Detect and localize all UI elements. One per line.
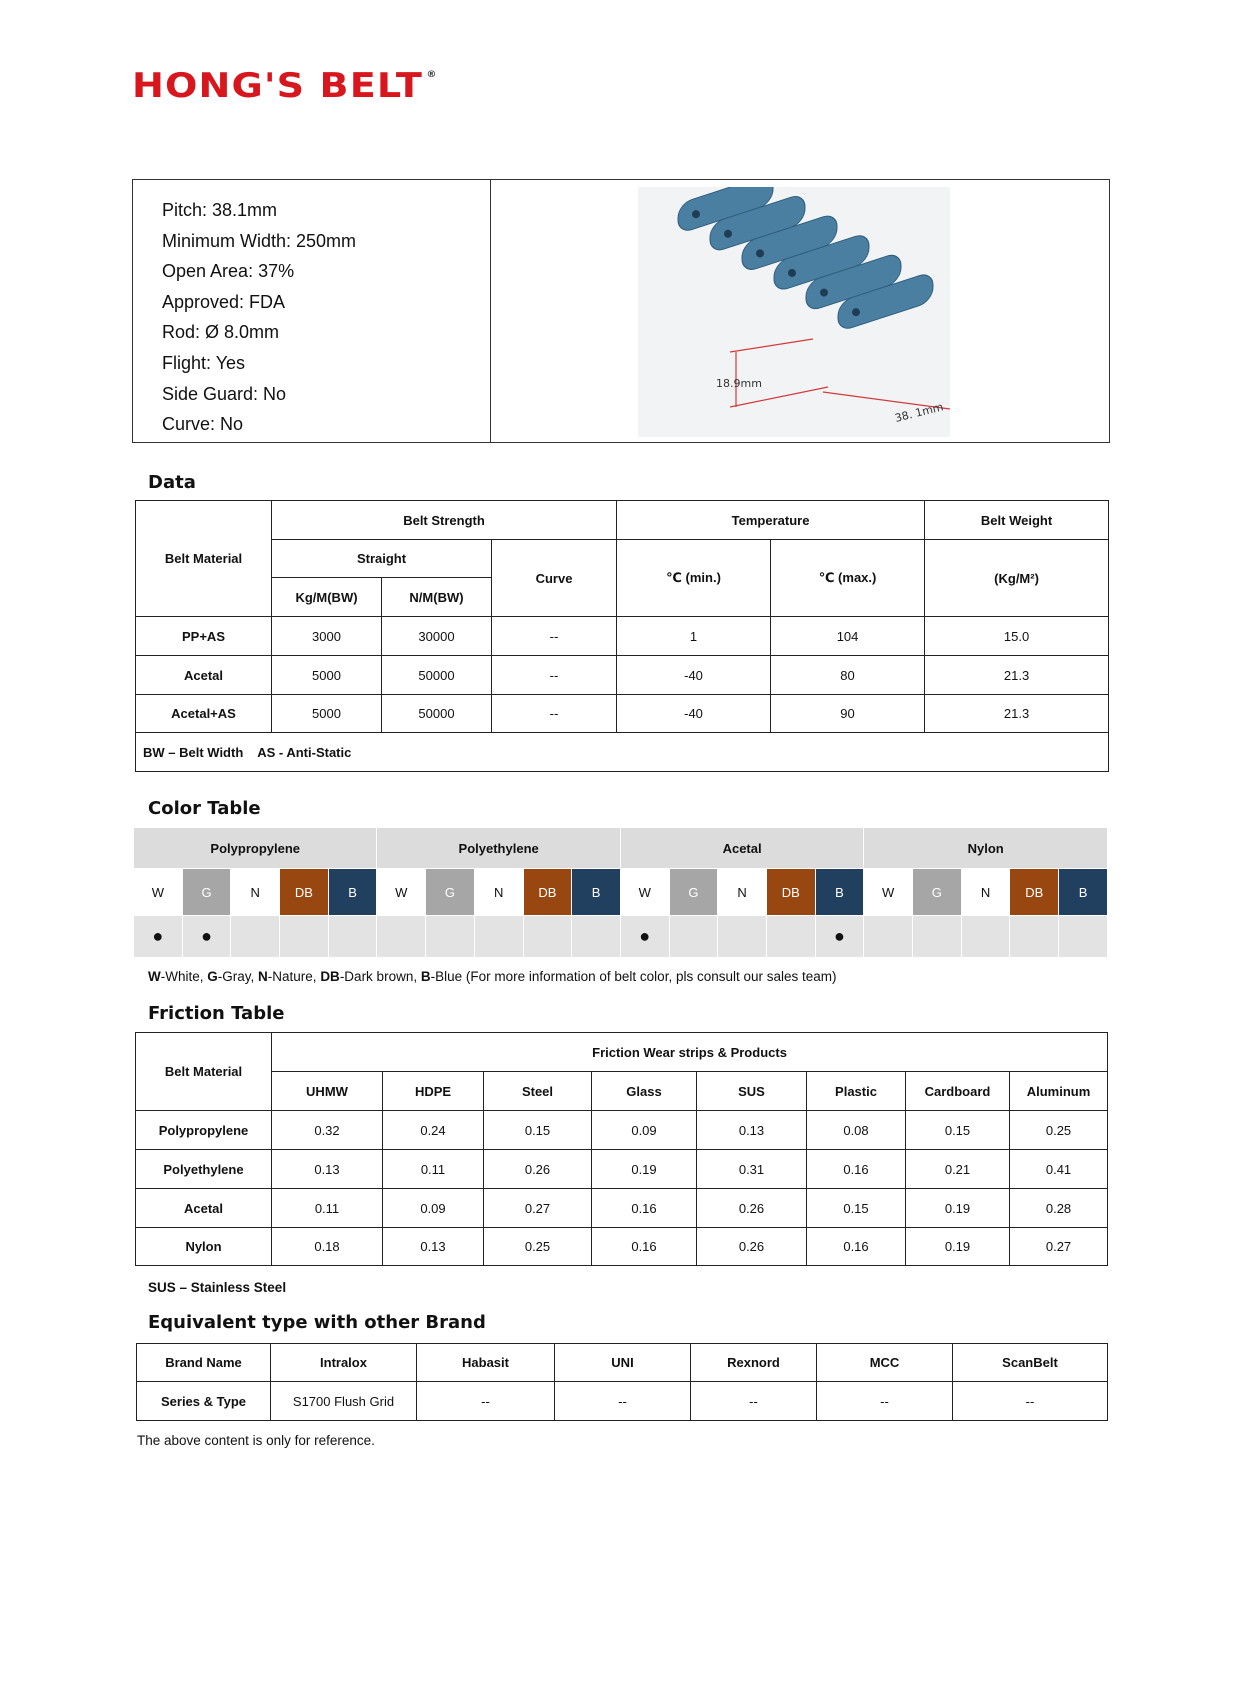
equivalent-title: Equivalent type with other Brand bbox=[148, 1312, 486, 1333]
friction-col-hdpe: HDPE bbox=[383, 1072, 484, 1111]
row-material: PP+AS bbox=[136, 617, 272, 656]
friction-col-plastic: Plastic bbox=[807, 1072, 906, 1111]
availability-cell bbox=[377, 916, 426, 958]
table-row bbox=[136, 695, 1109, 733]
color-code-w: W bbox=[620, 869, 669, 916]
color-code-b: B bbox=[815, 869, 864, 916]
availability-cell bbox=[426, 916, 475, 958]
friction-value: 0.19 bbox=[906, 1228, 1010, 1266]
cell-curve: -- bbox=[492, 656, 617, 695]
row-material: Acetal+AS bbox=[136, 695, 272, 733]
row-material: Nylon bbox=[136, 1228, 272, 1266]
cell-tmax: 90 bbox=[771, 695, 925, 733]
series-cell: -- bbox=[417, 1382, 555, 1421]
friction-value: 0.13 bbox=[272, 1150, 383, 1189]
availability-cell bbox=[523, 916, 572, 958]
cell-kgm: 5000 bbox=[272, 695, 382, 733]
row-material: Acetal bbox=[136, 656, 272, 695]
cell-tmin: -40 bbox=[617, 695, 771, 733]
friction-value: 0.16 bbox=[807, 1228, 906, 1266]
group-acetal: Acetal bbox=[620, 828, 863, 869]
color-availability-row bbox=[134, 916, 1108, 958]
availability-cell bbox=[572, 916, 621, 958]
color-code-n: N bbox=[961, 869, 1010, 916]
availability-dot-icon: ● bbox=[834, 926, 845, 946]
legend-g-text: -Gray, bbox=[217, 969, 259, 984]
friction-value: 0.09 bbox=[592, 1111, 697, 1150]
spec-list bbox=[162, 195, 356, 440]
height-dim-bottom bbox=[730, 387, 828, 407]
spec-divider bbox=[490, 180, 491, 442]
cell-tmax: 80 bbox=[771, 656, 925, 695]
friction-value: 0.15 bbox=[906, 1111, 1010, 1150]
color-code-n: N bbox=[474, 869, 523, 916]
color-code-n: N bbox=[231, 869, 280, 916]
friction-col-aluminum: Aluminum bbox=[1010, 1072, 1108, 1111]
table-row bbox=[136, 1189, 1108, 1228]
friction-group-header: Friction Wear strips & Products bbox=[272, 1033, 1108, 1072]
friction-value: 0.15 bbox=[807, 1189, 906, 1228]
spec-side-guard: Side Guard: No bbox=[162, 383, 287, 404]
cell-curve: -- bbox=[492, 695, 617, 733]
availability-cell bbox=[1059, 916, 1108, 958]
series-row bbox=[137, 1382, 1108, 1421]
header-weight-unit: (Kg/M²) bbox=[925, 540, 1109, 617]
cell-weight: 21.3 bbox=[925, 656, 1109, 695]
availability-cell bbox=[913, 916, 962, 958]
legend-n-text: -Nature, bbox=[267, 969, 321, 984]
availability-cell bbox=[669, 916, 718, 958]
friction-value: 0.19 bbox=[906, 1189, 1010, 1228]
color-code-db: DB bbox=[1010, 869, 1059, 916]
brand-intralox: Intralox bbox=[271, 1344, 417, 1382]
friction-col-sus: SUS bbox=[697, 1072, 807, 1111]
brand-mcc: MCC bbox=[817, 1344, 953, 1382]
color-code-w: W bbox=[377, 869, 426, 916]
equivalent-table bbox=[136, 1343, 1108, 1421]
color-code-g: G bbox=[913, 869, 962, 916]
color-code-db: DB bbox=[523, 869, 572, 916]
brand-scanbelt: ScanBelt bbox=[953, 1344, 1108, 1382]
availability-cell bbox=[182, 916, 231, 958]
logo-text: HONG'S BELT bbox=[132, 66, 424, 106]
legend-w-text: -White, bbox=[160, 969, 208, 984]
data-table bbox=[135, 500, 1109, 772]
friction-value: 0.09 bbox=[383, 1189, 484, 1228]
header-belt-material: Belt Material bbox=[136, 501, 272, 617]
color-code-b: B bbox=[572, 869, 621, 916]
friction-value: 0.26 bbox=[697, 1189, 807, 1228]
color-code-db: DB bbox=[766, 869, 815, 916]
availability-cell bbox=[718, 916, 767, 958]
cell-curve: -- bbox=[492, 617, 617, 656]
legend-db-key: DB bbox=[320, 969, 340, 984]
color-code-g: G bbox=[669, 869, 718, 916]
friction-value: 0.16 bbox=[592, 1189, 697, 1228]
friction-footnote: SUS – Stainless Steel bbox=[148, 1280, 287, 1295]
friction-table-title: Friction Table bbox=[148, 1003, 285, 1024]
friction-value: 0.28 bbox=[1010, 1189, 1108, 1228]
friction-value: 0.25 bbox=[1010, 1111, 1108, 1150]
friction-value: 0.24 bbox=[383, 1111, 484, 1150]
header-belt-strength: Belt Strength bbox=[272, 501, 617, 540]
cell-weight: 15.0 bbox=[925, 617, 1109, 656]
pitch-dim-label: 38. 1mm bbox=[893, 400, 945, 425]
color-table bbox=[133, 827, 1108, 958]
color-code-n: N bbox=[718, 869, 767, 916]
legend-b-text: -Blue (For more information of belt color, pls consult our sales team) bbox=[430, 969, 837, 984]
table-row bbox=[136, 1150, 1108, 1189]
friction-value: 0.32 bbox=[272, 1111, 383, 1150]
spec-open-area: Open Area: 37% bbox=[162, 261, 295, 282]
friction-value: 0.31 bbox=[697, 1150, 807, 1189]
cell-nm: 30000 bbox=[382, 617, 492, 656]
cell-tmax: 104 bbox=[771, 617, 925, 656]
friction-material-header: Belt Material bbox=[136, 1033, 272, 1111]
availability-cell bbox=[620, 916, 669, 958]
table-row bbox=[136, 656, 1109, 695]
availability-cell bbox=[815, 916, 864, 958]
friction-value: 0.13 bbox=[697, 1111, 807, 1150]
availability-cell bbox=[231, 916, 280, 958]
series-cell: -- bbox=[817, 1382, 953, 1421]
friction-value: 0.16 bbox=[592, 1228, 697, 1266]
brand-logo bbox=[132, 66, 438, 106]
group-polypropylene: Polypropylene bbox=[134, 828, 377, 869]
availability-dot-icon: ● bbox=[152, 926, 164, 946]
registered-mark: ® bbox=[426, 70, 438, 80]
series-cell: -- bbox=[691, 1382, 817, 1421]
table-row bbox=[136, 1111, 1108, 1150]
availability-dot-icon: ● bbox=[639, 926, 651, 946]
disclaimer: The above content is only for reference. bbox=[137, 1433, 375, 1448]
series-type-label: Series & Type bbox=[137, 1382, 271, 1421]
row-material: Polypropylene bbox=[136, 1111, 272, 1150]
brand-row bbox=[137, 1344, 1108, 1382]
header-curve: Curve bbox=[492, 540, 617, 617]
color-code-row bbox=[134, 869, 1108, 916]
data-title: Data bbox=[148, 472, 196, 493]
availability-cell bbox=[134, 916, 183, 958]
friction-value: 0.08 bbox=[807, 1111, 906, 1150]
series-cell: S1700 Flush Grid bbox=[271, 1382, 417, 1421]
brand-uni: UNI bbox=[555, 1344, 691, 1382]
cell-kgm: 5000 bbox=[272, 656, 382, 695]
height-dim-label: 18.9mm bbox=[716, 377, 762, 390]
availability-dot-icon: ● bbox=[201, 926, 212, 946]
availability-cell bbox=[1010, 916, 1059, 958]
friction-value: 0.16 bbox=[807, 1150, 906, 1189]
friction-table bbox=[135, 1032, 1108, 1266]
cell-weight: 21.3 bbox=[925, 695, 1109, 733]
color-code-b: B bbox=[328, 869, 377, 916]
friction-value: 0.11 bbox=[383, 1150, 484, 1189]
brand-rexnord: Rexnord bbox=[691, 1344, 817, 1382]
table-row bbox=[136, 1228, 1108, 1266]
table-row bbox=[136, 617, 1109, 656]
row-material: Acetal bbox=[136, 1189, 272, 1228]
spec-rod: Rod: Ø 8.0mm bbox=[162, 322, 280, 343]
spec-min-width: Minimum Width: 250mm bbox=[162, 230, 357, 251]
cell-kgm: 3000 bbox=[272, 617, 382, 656]
spec-flight: Flight: Yes bbox=[162, 352, 246, 373]
friction-col-cardboard: Cardboard bbox=[906, 1072, 1010, 1111]
friction-value: 0.21 bbox=[906, 1150, 1010, 1189]
color-code-g: G bbox=[426, 869, 475, 916]
row-material: Polyethylene bbox=[136, 1150, 272, 1189]
friction-col-steel: Steel bbox=[484, 1072, 592, 1111]
height-dim-top bbox=[730, 339, 813, 352]
series-cell: -- bbox=[555, 1382, 691, 1421]
friction-value: 0.18 bbox=[272, 1228, 383, 1266]
header-temp-min: ℃ (min.) bbox=[617, 540, 771, 617]
availability-cell bbox=[864, 916, 913, 958]
header-nm: N/M(BW) bbox=[382, 578, 492, 617]
brand-habasit: Habasit bbox=[417, 1344, 555, 1382]
group-polyethylene: Polyethylene bbox=[377, 828, 620, 869]
availability-cell bbox=[766, 916, 815, 958]
belt-image bbox=[638, 187, 950, 437]
friction-value: 0.19 bbox=[592, 1150, 697, 1189]
cell-nm: 50000 bbox=[382, 656, 492, 695]
friction-value: 0.27 bbox=[1010, 1228, 1108, 1266]
availability-cell bbox=[474, 916, 523, 958]
friction-col-uhmw: UHMW bbox=[272, 1072, 383, 1111]
series-cell: -- bbox=[953, 1382, 1108, 1421]
legend-g-key: G bbox=[207, 969, 218, 984]
color-code-w: W bbox=[134, 869, 183, 916]
color-legend bbox=[148, 969, 837, 984]
availability-cell bbox=[328, 916, 377, 958]
cell-tmin: 1 bbox=[617, 617, 771, 656]
legend-db-text: -Dark brown, bbox=[339, 969, 421, 984]
legend-w-key: W bbox=[148, 969, 161, 984]
spec-approved: Approved: FDA bbox=[162, 291, 286, 312]
spec-box bbox=[132, 179, 1110, 443]
color-code-db: DB bbox=[280, 869, 329, 916]
header-kgm: Kg/M(BW) bbox=[272, 578, 382, 617]
cell-tmin: -40 bbox=[617, 656, 771, 695]
availability-cell bbox=[280, 916, 329, 958]
cell-nm: 50000 bbox=[382, 695, 492, 733]
legend-b-key: B bbox=[420, 969, 431, 984]
friction-value: 0.11 bbox=[272, 1189, 383, 1228]
friction-value: 0.15 bbox=[484, 1111, 592, 1150]
data-footnote: BW – Belt Width AS - Anti-Static bbox=[136, 733, 1109, 772]
legend-n-key: N bbox=[258, 969, 268, 984]
group-nylon: Nylon bbox=[864, 828, 1108, 869]
spec-curve: Curve: No bbox=[162, 414, 244, 435]
friction-col-glass: Glass bbox=[592, 1072, 697, 1111]
modular-belt-illustration-icon bbox=[638, 187, 950, 437]
friction-value: 0.13 bbox=[383, 1228, 484, 1266]
friction-value: 0.41 bbox=[1010, 1150, 1108, 1189]
color-table-title: Color Table bbox=[148, 798, 261, 819]
availability-cell bbox=[961, 916, 1010, 958]
header-straight: Straight bbox=[272, 540, 492, 578]
friction-column-headers bbox=[136, 1072, 1108, 1111]
header-temperature: Temperature bbox=[617, 501, 925, 540]
friction-value: 0.26 bbox=[697, 1228, 807, 1266]
friction-value: 0.26 bbox=[484, 1150, 592, 1189]
color-code-w: W bbox=[864, 869, 913, 916]
brand-name-label: Brand Name bbox=[137, 1344, 271, 1382]
header-belt-weight: Belt Weight bbox=[925, 501, 1109, 540]
color-code-b: B bbox=[1059, 869, 1108, 916]
friction-value: 0.25 bbox=[484, 1228, 592, 1266]
color-code-g: G bbox=[182, 869, 231, 916]
friction-value: 0.27 bbox=[484, 1189, 592, 1228]
header-temp-max: ℃ (max.) bbox=[771, 540, 925, 617]
spec-pitch: Pitch: 38.1mm bbox=[162, 200, 278, 220]
